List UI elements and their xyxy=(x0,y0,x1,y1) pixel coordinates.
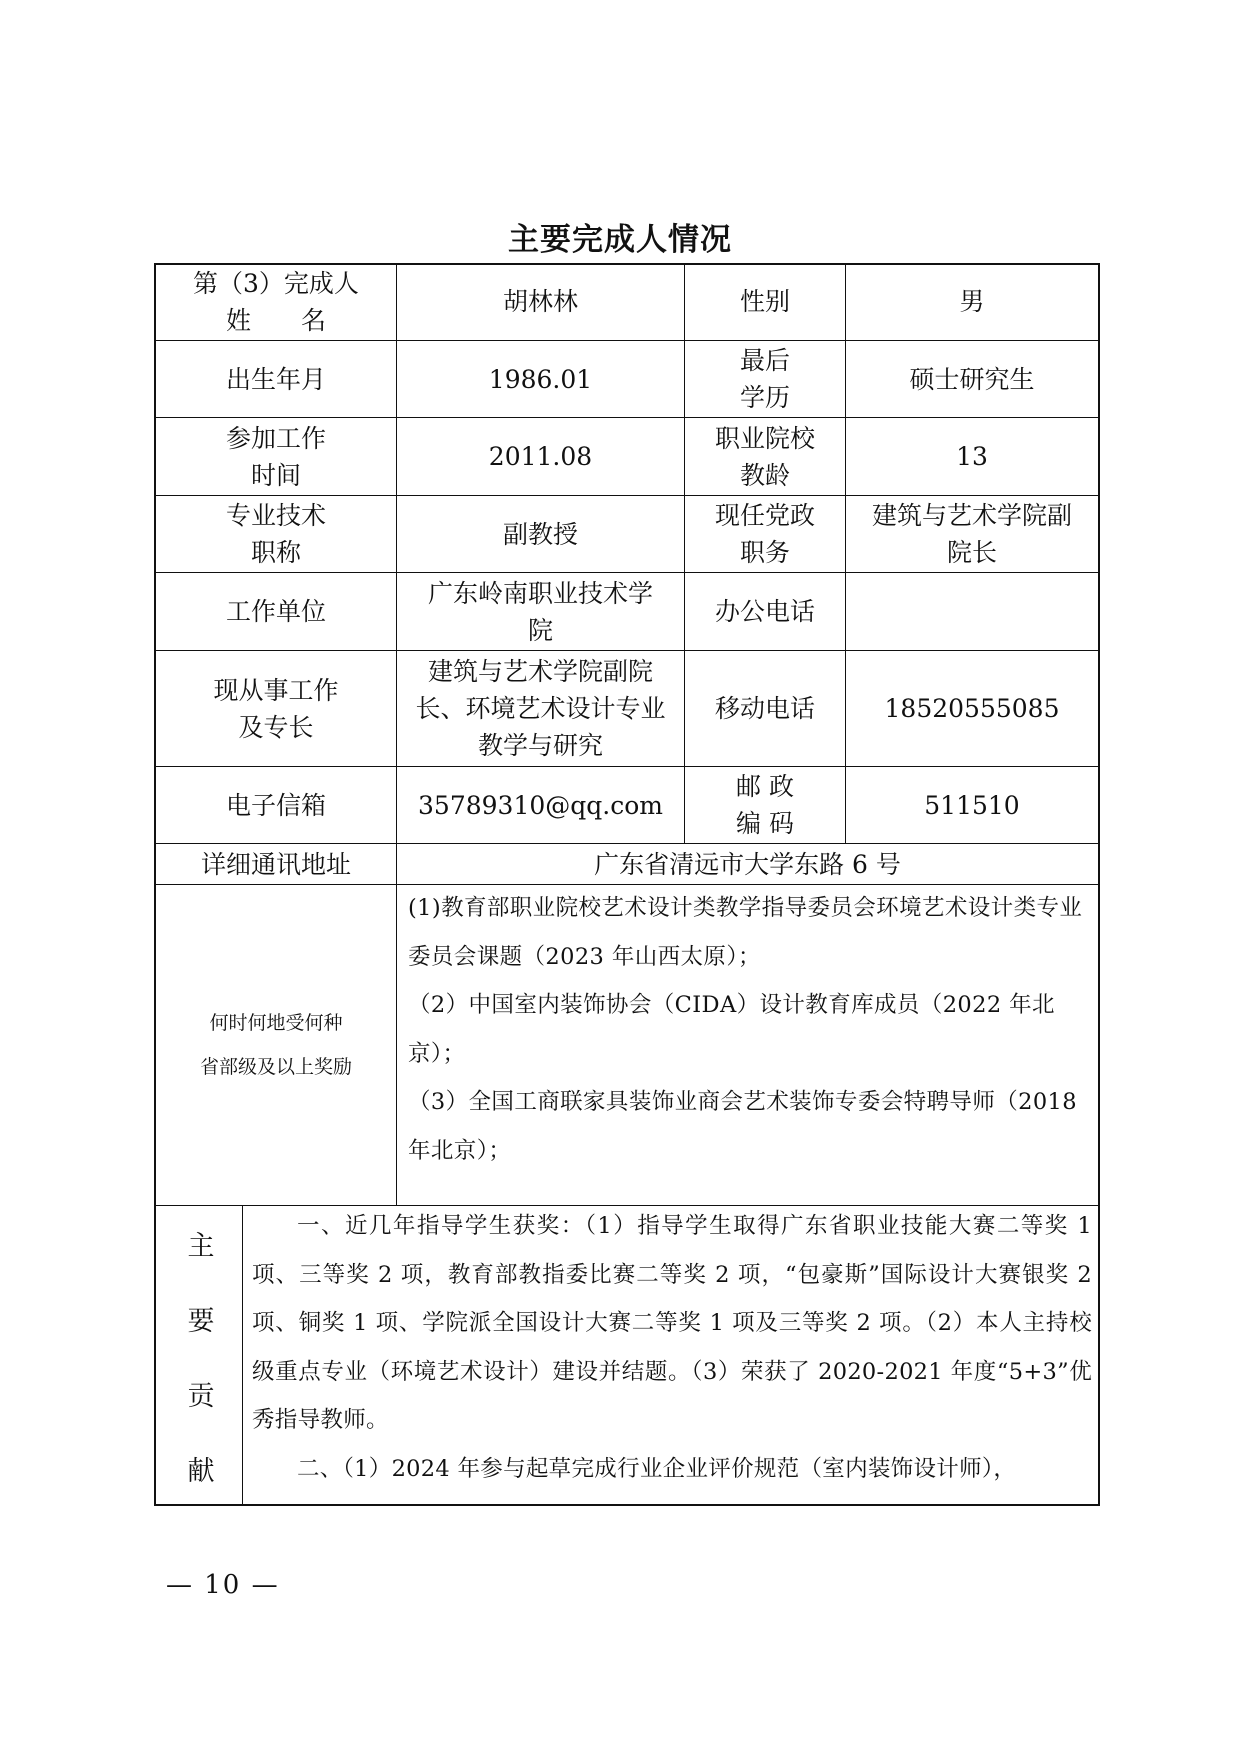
awards-label: 何时何地受何种 省部级及以上奖励 xyxy=(199,1012,352,1078)
address-label: 详细通讯地址 xyxy=(200,849,351,879)
education-value: 硕士研究生 xyxy=(909,364,1035,394)
contributions-label: 主 要 贡 献 xyxy=(187,1231,215,1487)
postcode-value: 511510 xyxy=(924,790,1020,820)
birth-value: 1986.01 xyxy=(488,364,593,394)
party-position-value: 建筑与艺术学院副 院长 xyxy=(871,501,1072,567)
start-work-value: 2011.08 xyxy=(488,442,593,471)
page-title: 主要完成人情况 xyxy=(508,222,732,258)
award-item: （2）中国室内装饰协会（CIDA）设计教育库成员（2022 年北京）； xyxy=(408,992,1055,1067)
gender-value: 男 xyxy=(959,287,985,316)
postcode-label: 邮 政 编 码 xyxy=(736,772,794,838)
office-phone-label: 办公电话 xyxy=(714,597,815,626)
contribution-paragraph: 二、（1）2024 年参与起草完成行业企业评价规范（室内装饰设计师）， xyxy=(297,1455,1017,1482)
mobile-value: 18520555085 xyxy=(884,694,1060,723)
address-value: 广东省清远市大学东路 6 号 xyxy=(594,849,901,879)
title-value: 副教授 xyxy=(502,519,578,549)
email-label: 电子信箱 xyxy=(225,790,326,820)
email-value: 35789310@qq.com xyxy=(418,790,663,820)
current-work-label: 现从事工作 及专长 xyxy=(213,675,339,742)
contributions-text xyxy=(252,1202,1092,1493)
contribution-paragraph: 一、近几年指导学生获奖：（1）指导学生取得广东省职业技能大赛二等奖 1 项、三等奖 2 项，教育部教指委比赛二等奖 2 项，“包豪斯”国际设计大赛银奖 2 项、铜奖 1 项、学院派全国设计大赛二等奖 1 项及三等奖 2 项。（2）本人主持校级重点专业（环境艺术设计）建设并结题。（3）荣获了 2020-2021 年度“5+3”优秀指导教师。 xyxy=(252,1213,1092,1433)
party-position-label: 现任党政 职务 xyxy=(714,501,815,567)
award-item: （3）全国工商联家具装饰业商会艺术装饰专委会特聘导师（2018 年北京）； xyxy=(408,1089,1077,1164)
office-phone-value xyxy=(846,573,1098,650)
employer-label: 工作单位 xyxy=(225,597,326,626)
name-label: 第（3）完成人 姓 名 xyxy=(193,268,359,335)
start-work-label: 参加工作 时间 xyxy=(225,423,326,490)
award-item: (1)教育部职业院校艺术设计类教学指导委员会环境艺术设计类专业委员会课题（2023 年山西太原）； xyxy=(408,895,1083,970)
name-value: 胡林林 xyxy=(502,287,578,316)
awards-list xyxy=(408,884,1092,1175)
employer-value: 广东岭南职业技术学 院 xyxy=(427,578,653,645)
teaching-years-label: 职业院校 教龄 xyxy=(714,423,815,490)
gender-label: 性别 xyxy=(739,287,790,316)
page-number: — 10 — xyxy=(166,1570,280,1600)
teaching-years-value: 13 xyxy=(956,442,988,471)
current-work-value: 建筑与艺术学院副院 长、环境艺术设计专业 教学与研究 xyxy=(415,657,666,760)
mobile-label: 移动电话 xyxy=(714,694,815,723)
education-label: 最后 学历 xyxy=(739,346,790,412)
title-label: 专业技术 职称 xyxy=(225,501,326,567)
birth-label: 出生年月 xyxy=(225,364,326,394)
